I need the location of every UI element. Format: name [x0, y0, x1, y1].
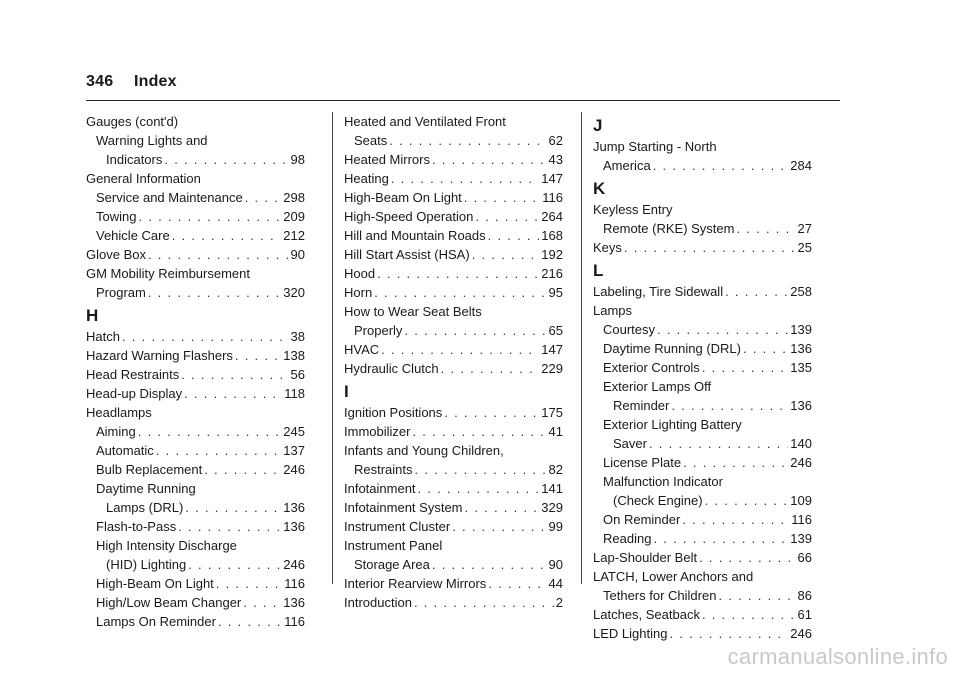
- entry-text: Hill Start Assist (HSA): [344, 247, 470, 262]
- dot-leader: [412, 422, 546, 441]
- section-letter: H: [86, 306, 99, 325]
- index-subentry: [86, 226, 305, 245]
- dot-leader: [683, 453, 788, 472]
- dot-leader: [418, 479, 540, 498]
- index-entry: [344, 498, 563, 517]
- dot-leader: [185, 498, 281, 517]
- dot-leader: [415, 460, 547, 479]
- index-entry: [86, 403, 305, 422]
- entry-text: On Reminder: [603, 512, 681, 527]
- index-entry: [593, 301, 812, 320]
- page-reference: 66: [797, 550, 812, 565]
- entry-text: Lamps On Reminder: [96, 614, 216, 629]
- entry-text: Infotainment System: [344, 500, 463, 515]
- entry-text: Keys: [593, 240, 622, 255]
- index-subentry: [593, 415, 812, 434]
- index-entry: [86, 365, 305, 384]
- dot-leader: [172, 226, 282, 245]
- page-reference: 90: [548, 557, 563, 572]
- dot-leader: [702, 358, 788, 377]
- index-subentry: [86, 517, 305, 536]
- entry-text: Infants and Young Children,: [344, 443, 504, 458]
- entry-text: Hood: [344, 266, 376, 281]
- index-subentry: [593, 219, 812, 238]
- page-reference: 86: [797, 588, 812, 603]
- page-reference: 246: [790, 626, 812, 641]
- dot-leader: [138, 207, 281, 226]
- dot-leader: [184, 384, 282, 403]
- page-reference: 56: [290, 367, 305, 382]
- index-entry: [344, 150, 563, 169]
- dot-leader: [204, 460, 281, 479]
- entry-text: Malfunction Indicator: [603, 474, 723, 489]
- page-reference: 109: [790, 493, 812, 508]
- page-reference: 43: [548, 152, 563, 167]
- page-reference: 136: [283, 595, 305, 610]
- page-reference: 44: [548, 576, 563, 591]
- dot-leader: [488, 574, 546, 593]
- dot-leader: [671, 396, 788, 415]
- index-subentry: [593, 339, 812, 358]
- dot-leader: [377, 264, 539, 283]
- index-subentry: [86, 131, 305, 150]
- page-reference: 140: [790, 436, 812, 451]
- column-divider: [581, 112, 582, 584]
- index-entry: [344, 479, 563, 498]
- index-subentry: [86, 498, 305, 517]
- entry-text: Daytime Running (DRL): [603, 341, 741, 356]
- page-reference: 138: [283, 348, 305, 363]
- index-entry: [344, 264, 563, 283]
- dot-leader: [414, 593, 554, 612]
- index-entry: [344, 283, 563, 302]
- index-subentry: [344, 460, 563, 479]
- index-entry: [86, 112, 305, 131]
- page-reference: 245: [283, 424, 305, 439]
- entry-text: Headlamps: [86, 405, 152, 420]
- entry-text: Bulb Replacement: [96, 462, 203, 477]
- page-reference: 175: [541, 405, 563, 420]
- dot-leader: [432, 150, 547, 169]
- dot-leader: [381, 340, 539, 359]
- dot-leader: [178, 517, 281, 536]
- index-subentry: [593, 453, 812, 472]
- index-subentry: [86, 422, 305, 441]
- entry-text: Hill and Mountain Roads: [344, 228, 486, 243]
- page-reference: 246: [790, 455, 812, 470]
- index-subentry: [86, 593, 305, 612]
- index-subentry: [86, 612, 305, 631]
- entry-text: Instrument Panel: [344, 538, 443, 553]
- index-subentry: [593, 156, 812, 175]
- page-reference: 216: [541, 266, 563, 281]
- index-entry: [86, 245, 305, 264]
- entry-text: Reminder: [613, 398, 670, 413]
- page-reference: 99: [548, 519, 563, 534]
- index-subentry: [593, 434, 812, 453]
- index-subentry: [86, 555, 305, 574]
- page-reference: 116: [542, 190, 563, 205]
- page-reference: 98: [290, 152, 305, 167]
- index-entry: [344, 340, 563, 359]
- index-subentry: [86, 283, 305, 302]
- entry-text: Infotainment: [344, 481, 416, 496]
- index-subentry: [86, 207, 305, 226]
- page-reference: 212: [283, 228, 305, 243]
- entry-text: Lamps (DRL): [106, 500, 184, 515]
- dot-leader: [649, 434, 788, 453]
- page-reference: 116: [791, 512, 812, 527]
- dot-leader: [736, 219, 795, 238]
- index-entry: [344, 403, 563, 422]
- entry-text: Glove Box: [86, 247, 146, 262]
- index-column-2: [344, 112, 563, 612]
- entry-text: Seats: [354, 133, 388, 148]
- dot-leader: [243, 593, 281, 612]
- index-entry: [344, 422, 563, 441]
- entry-text: Ignition Positions: [344, 405, 443, 420]
- page-reference: 192: [541, 247, 563, 262]
- dot-leader: [718, 586, 795, 605]
- page-reference: 62: [548, 133, 563, 148]
- dot-leader: [669, 624, 788, 643]
- page-reference: 147: [541, 171, 563, 186]
- entry-text: Head-up Display: [86, 386, 183, 401]
- index-subentry: [86, 460, 305, 479]
- dot-leader: [743, 339, 788, 358]
- index-entry: [593, 137, 812, 156]
- dot-leader: [657, 320, 788, 339]
- entry-text: Remote (RKE) System: [603, 221, 735, 236]
- dot-leader: [389, 131, 546, 150]
- entry-text: Hydraulic Clutch: [344, 361, 439, 376]
- index-subentry: [593, 491, 812, 510]
- index-entry: [86, 264, 305, 283]
- entry-text: Restraints: [354, 462, 413, 477]
- dot-leader: [464, 188, 540, 207]
- page-reference: 298: [283, 190, 305, 205]
- entry-text: Hatch: [86, 329, 120, 344]
- index-entry: [593, 567, 812, 586]
- dot-leader: [245, 188, 282, 207]
- index-entry: [86, 169, 305, 188]
- index-entry: [593, 238, 812, 257]
- entry-text: Gauges (cont'd): [86, 114, 179, 129]
- entry-text: Lap-Shoulder Belt: [593, 550, 698, 565]
- index-entry: [344, 207, 563, 226]
- entry-text: Courtesy: [603, 322, 656, 337]
- dot-leader: [391, 169, 539, 188]
- dot-leader: [725, 282, 788, 301]
- index-entry: [344, 112, 563, 131]
- dot-leader: [699, 548, 795, 567]
- dot-leader: [432, 555, 547, 574]
- dot-leader: [148, 245, 289, 264]
- index-subentry: [593, 358, 812, 377]
- page-number: 346: [86, 73, 114, 90]
- index-entry: [344, 536, 563, 555]
- dot-leader: [653, 529, 788, 548]
- entry-text: Automatic: [96, 443, 154, 458]
- entry-text: License Plate: [603, 455, 682, 470]
- index-entry: [344, 593, 563, 612]
- index-subentry: [86, 188, 305, 207]
- watermark: carmanualsonline.info: [727, 644, 948, 669]
- index-subentry: [593, 472, 812, 491]
- page-reference: 41: [548, 424, 563, 439]
- entry-text: HVAC: [344, 342, 380, 357]
- index-subentry: [344, 555, 563, 574]
- index-entry: [593, 605, 812, 624]
- dot-leader: [148, 283, 281, 302]
- section-letter: L: [593, 261, 604, 280]
- entry-text: Jump Starting - North: [593, 139, 717, 154]
- dot-leader: [164, 150, 288, 169]
- page-reference: 82: [548, 462, 563, 477]
- entry-text: Labeling, Tire Sidewall: [593, 284, 724, 299]
- index-entry: [344, 441, 563, 460]
- entry-text: Keyless Entry: [593, 202, 673, 217]
- index-entry: [86, 346, 305, 365]
- page-reference: 65: [548, 323, 563, 338]
- page-reference: 27: [797, 221, 812, 236]
- dot-leader: [181, 365, 288, 384]
- index-entry: [593, 548, 812, 567]
- page-reference: 320: [283, 285, 305, 300]
- dot-leader: [404, 321, 546, 340]
- header-rule: [86, 100, 840, 101]
- page-reference: 147: [541, 342, 563, 357]
- dot-leader: [188, 555, 281, 574]
- entry-text: Heated and Ventilated Front: [344, 114, 506, 129]
- index-subentry: [344, 321, 563, 340]
- entry-text: How to Wear Seat Belts: [344, 304, 482, 319]
- entry-text: Exterior Lamps Off: [603, 379, 712, 394]
- index-subentry: [593, 377, 812, 396]
- entry-text: Reading: [603, 531, 652, 546]
- index-subentry: [86, 479, 305, 498]
- page-reference: 136: [283, 519, 305, 534]
- dot-leader: [374, 283, 546, 302]
- entry-text: Heated Mirrors: [344, 152, 430, 167]
- page-reference: 95: [548, 285, 563, 300]
- page-reference: 141: [541, 481, 563, 496]
- page-reference: 25: [797, 240, 812, 255]
- dot-leader: [705, 491, 789, 510]
- page-reference: 209: [283, 209, 305, 224]
- index-entry: [593, 200, 812, 219]
- index-subentry: [593, 396, 812, 415]
- entry-text: Service and Maintenance: [96, 190, 243, 205]
- page-reference: 284: [790, 158, 812, 173]
- column-divider: [332, 112, 333, 584]
- dot-leader: [235, 346, 281, 365]
- page-reference: 135: [790, 360, 812, 375]
- entry-text: GM Mobility Reimbursement: [86, 266, 250, 281]
- entry-text: Exterior Lighting Battery: [603, 417, 742, 432]
- index-subentry: [593, 586, 812, 605]
- page-reference: 136: [283, 500, 305, 515]
- dot-leader: [653, 156, 789, 175]
- page-header: [86, 73, 177, 91]
- dot-leader: [682, 510, 789, 529]
- dot-leader: [216, 574, 282, 593]
- index-entry: [344, 517, 563, 536]
- page-reference: 246: [283, 462, 305, 477]
- entry-text: LED Lighting: [593, 626, 668, 641]
- entry-text: Lamps: [593, 303, 633, 318]
- page-reference: 229: [541, 361, 563, 376]
- page-title: Index: [133, 73, 177, 90]
- dot-leader: [218, 612, 282, 631]
- dot-leader: [465, 498, 540, 517]
- entry-text: America: [603, 158, 651, 173]
- entry-text: High Intensity Discharge: [96, 538, 237, 553]
- entry-text: Daytime Running: [96, 481, 196, 496]
- page-reference: 264: [541, 209, 563, 224]
- index-entry: [344, 188, 563, 207]
- entry-text: Warning Lights and: [96, 133, 208, 148]
- index-entry: [344, 574, 563, 593]
- dot-leader: [702, 605, 796, 624]
- dot-leader: [488, 226, 540, 245]
- entry-text: Flash-to-Pass: [96, 519, 177, 534]
- section-letter: J: [593, 116, 603, 135]
- index-subentry: [593, 510, 812, 529]
- entry-text: Interior Rearview Mirrors: [344, 576, 487, 591]
- page-reference: 329: [541, 500, 563, 515]
- page-reference: 136: [790, 341, 812, 356]
- index-subentry: [593, 320, 812, 339]
- page-reference: 116: [284, 614, 305, 629]
- entry-text: Immobilizer: [344, 424, 411, 439]
- page-reference: 61: [797, 607, 812, 622]
- index-entry: [344, 245, 563, 264]
- entry-text: Vehicle Care: [96, 228, 170, 243]
- index-subentry: [593, 529, 812, 548]
- entry-text: Head Restraints: [86, 367, 180, 382]
- entry-text: High/Low Beam Changer: [96, 595, 242, 610]
- dot-leader: [122, 327, 289, 346]
- entry-text: Towing: [96, 209, 137, 224]
- entry-text: Introduction: [344, 595, 412, 610]
- page-reference: 139: [790, 531, 812, 546]
- index-subentry: [86, 536, 305, 555]
- index-subentry: [86, 574, 305, 593]
- page-reference: 118: [284, 386, 305, 401]
- index-entry: [86, 327, 305, 346]
- index-entry: [344, 359, 563, 378]
- entry-text: High-Beam On Light: [344, 190, 462, 205]
- index-entry: [344, 226, 563, 245]
- index-entry: [593, 282, 812, 301]
- entry-text: Latches, Seatback: [593, 607, 700, 622]
- entry-text: Horn: [344, 285, 373, 300]
- dot-leader: [444, 403, 539, 422]
- entry-text: Instrument Cluster: [344, 519, 451, 534]
- page-reference: 136: [790, 398, 812, 413]
- section-letter: K: [593, 179, 606, 198]
- index-entry: [593, 624, 812, 643]
- entry-text: (HID) Lighting: [106, 557, 187, 572]
- page-reference: 246: [283, 557, 305, 572]
- dot-leader: [156, 441, 281, 460]
- entry-text: (Check Engine): [613, 493, 703, 508]
- page-reference: 38: [290, 329, 305, 344]
- entry-text: Storage Area: [354, 557, 430, 572]
- entry-text: General Information: [86, 171, 201, 186]
- index-column-3: [593, 112, 812, 643]
- index-subentry: [344, 131, 563, 150]
- index-subentry: [86, 150, 305, 169]
- dot-leader: [475, 207, 539, 226]
- entry-text: Indicators: [106, 152, 163, 167]
- entry-text: Heating: [344, 171, 389, 186]
- page-reference: 2: [555, 595, 563, 610]
- index-column-1: [86, 112, 305, 631]
- entry-text: Saver: [613, 436, 647, 451]
- index-entry: [344, 302, 563, 321]
- page-reference: 258: [790, 284, 812, 299]
- dot-leader: [472, 245, 540, 264]
- index-entry: [344, 169, 563, 188]
- index-subentry: [86, 441, 305, 460]
- entry-text: High-Beam On Light: [96, 576, 214, 591]
- page-reference: 139: [790, 322, 812, 337]
- entry-text: Tethers for Children: [603, 588, 717, 603]
- page-reference: 116: [284, 576, 305, 591]
- entry-text: Aiming: [96, 424, 136, 439]
- entry-text: Program: [96, 285, 146, 300]
- entry-text: Exterior Controls: [603, 360, 700, 375]
- dot-leader: [452, 517, 546, 536]
- section-letter: I: [344, 382, 349, 401]
- entry-text: LATCH, Lower Anchors and: [593, 569, 754, 584]
- page-reference: 137: [283, 443, 305, 458]
- page-reference: 168: [541, 228, 563, 243]
- page-reference: 90: [290, 247, 305, 262]
- entry-text: High-Speed Operation: [344, 209, 474, 224]
- entry-text: Properly: [354, 323, 403, 338]
- dot-leader: [138, 422, 282, 441]
- dot-leader: [624, 238, 796, 257]
- index-entry: [86, 384, 305, 403]
- dot-leader: [441, 359, 540, 378]
- entry-text: Hazard Warning Flashers: [86, 348, 233, 363]
